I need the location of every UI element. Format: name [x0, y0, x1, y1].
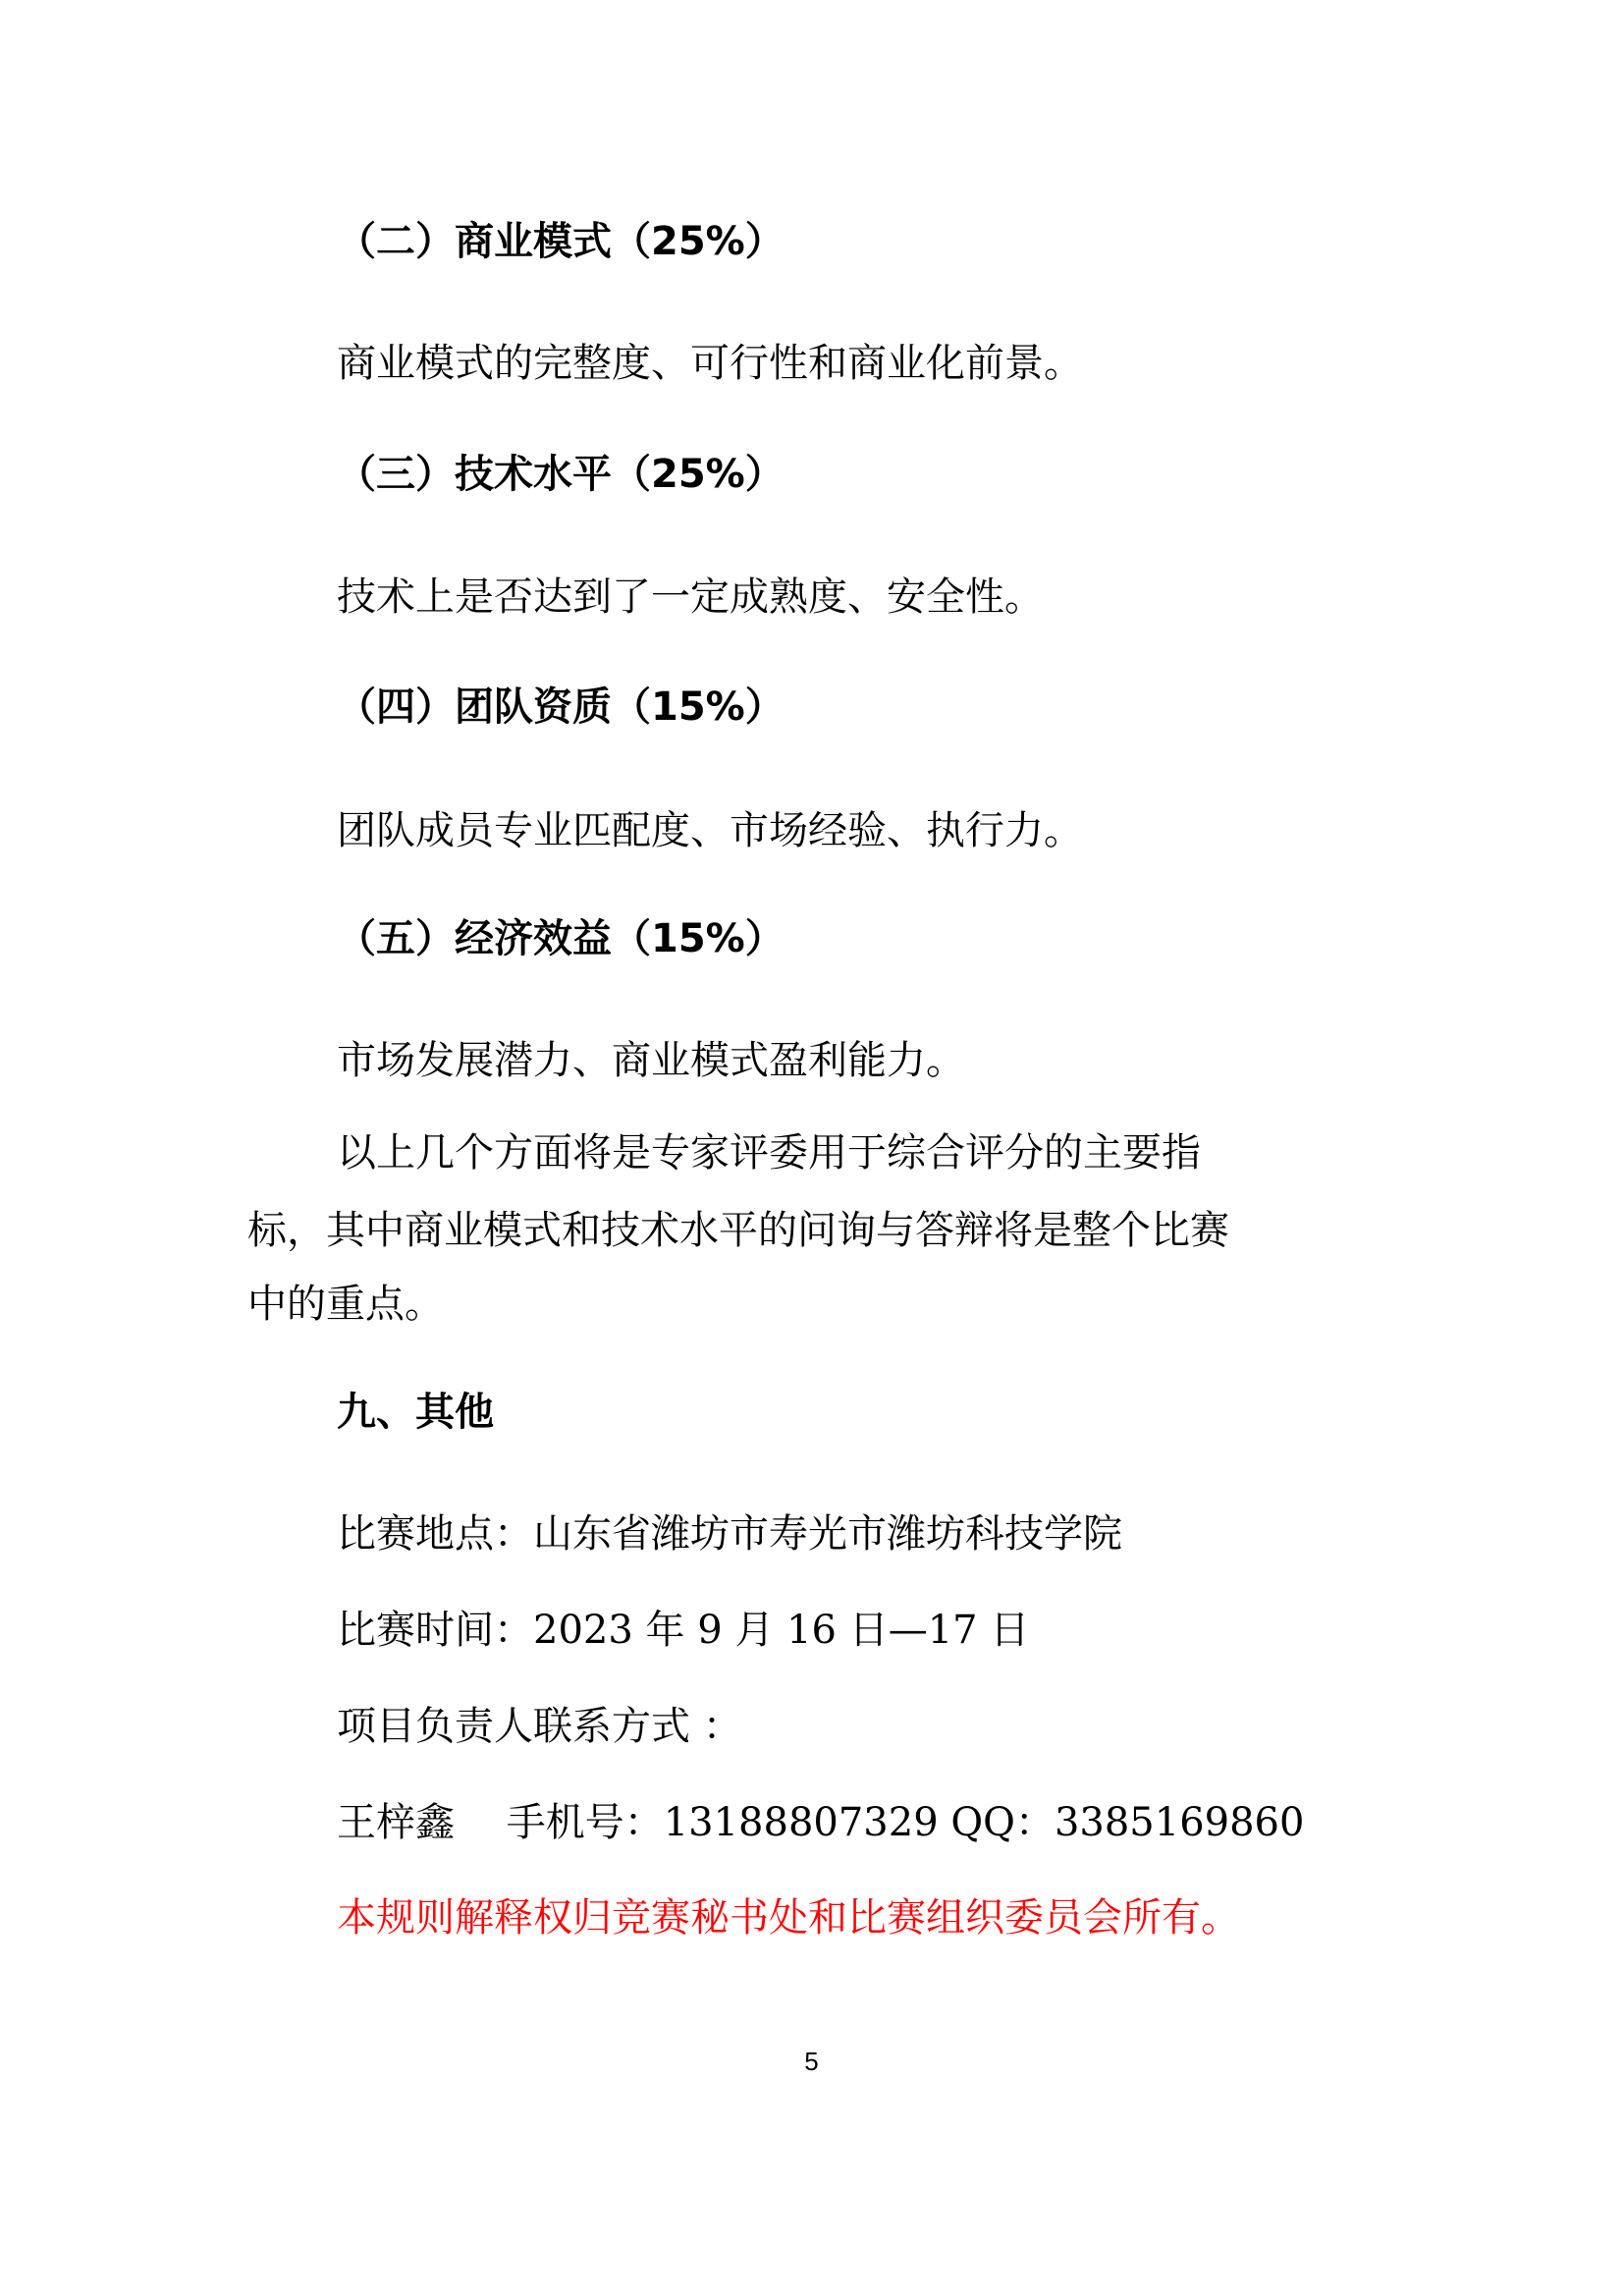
section-heading-business-model: （二）商业模式（25%） — [337, 219, 784, 264]
section-text-technology: 技术上是否达到了一定成熟度、安全性。 — [337, 574, 1044, 620]
summary-line-1: 以上几个方面将是专家评委用于综合评分的主要指 — [337, 1130, 1201, 1175]
summary-line-3: 中的重点。 — [247, 1282, 444, 1327]
section-text-team: 团队成员专业匹配度、市场经验、执行力。 — [337, 808, 1083, 853]
section-heading-economic: （五）经济效益（15%） — [337, 916, 784, 961]
competition-time: 比赛时间：2023 年 9 月 16 日—17 日 — [337, 1608, 1030, 1653]
competition-location: 比赛地点：山东省潍坊市寿光市潍坊科技学院 — [337, 1511, 1122, 1557]
section-heading-team: （四）团队资质（15%） — [337, 684, 784, 730]
page-number: 5 — [804, 2047, 819, 2076]
section-text-business-model: 商业模式的完整度、可行性和商业化前景。 — [337, 341, 1083, 386]
summary-line-2: 标，其中商业模式和技术水平的问询与答辩将是整个比赛 — [247, 1208, 1229, 1253]
other-heading: 九、其他 — [337, 1390, 494, 1435]
contact-detail: 王梓鑫 手机号：13188807329 QQ：3385169860 — [337, 1800, 1305, 1845]
rules-notice: 本规则解释权归竞赛秘书处和比赛组织委员会所有。 — [337, 1895, 1240, 1941]
section-text-economic: 市场发展潜力、商业模式盈利能力。 — [337, 1038, 965, 1083]
contact-label: 项目负责人联系方式 ： — [337, 1704, 742, 1749]
section-heading-technology: （三）技术水平（25%） — [337, 452, 784, 497]
